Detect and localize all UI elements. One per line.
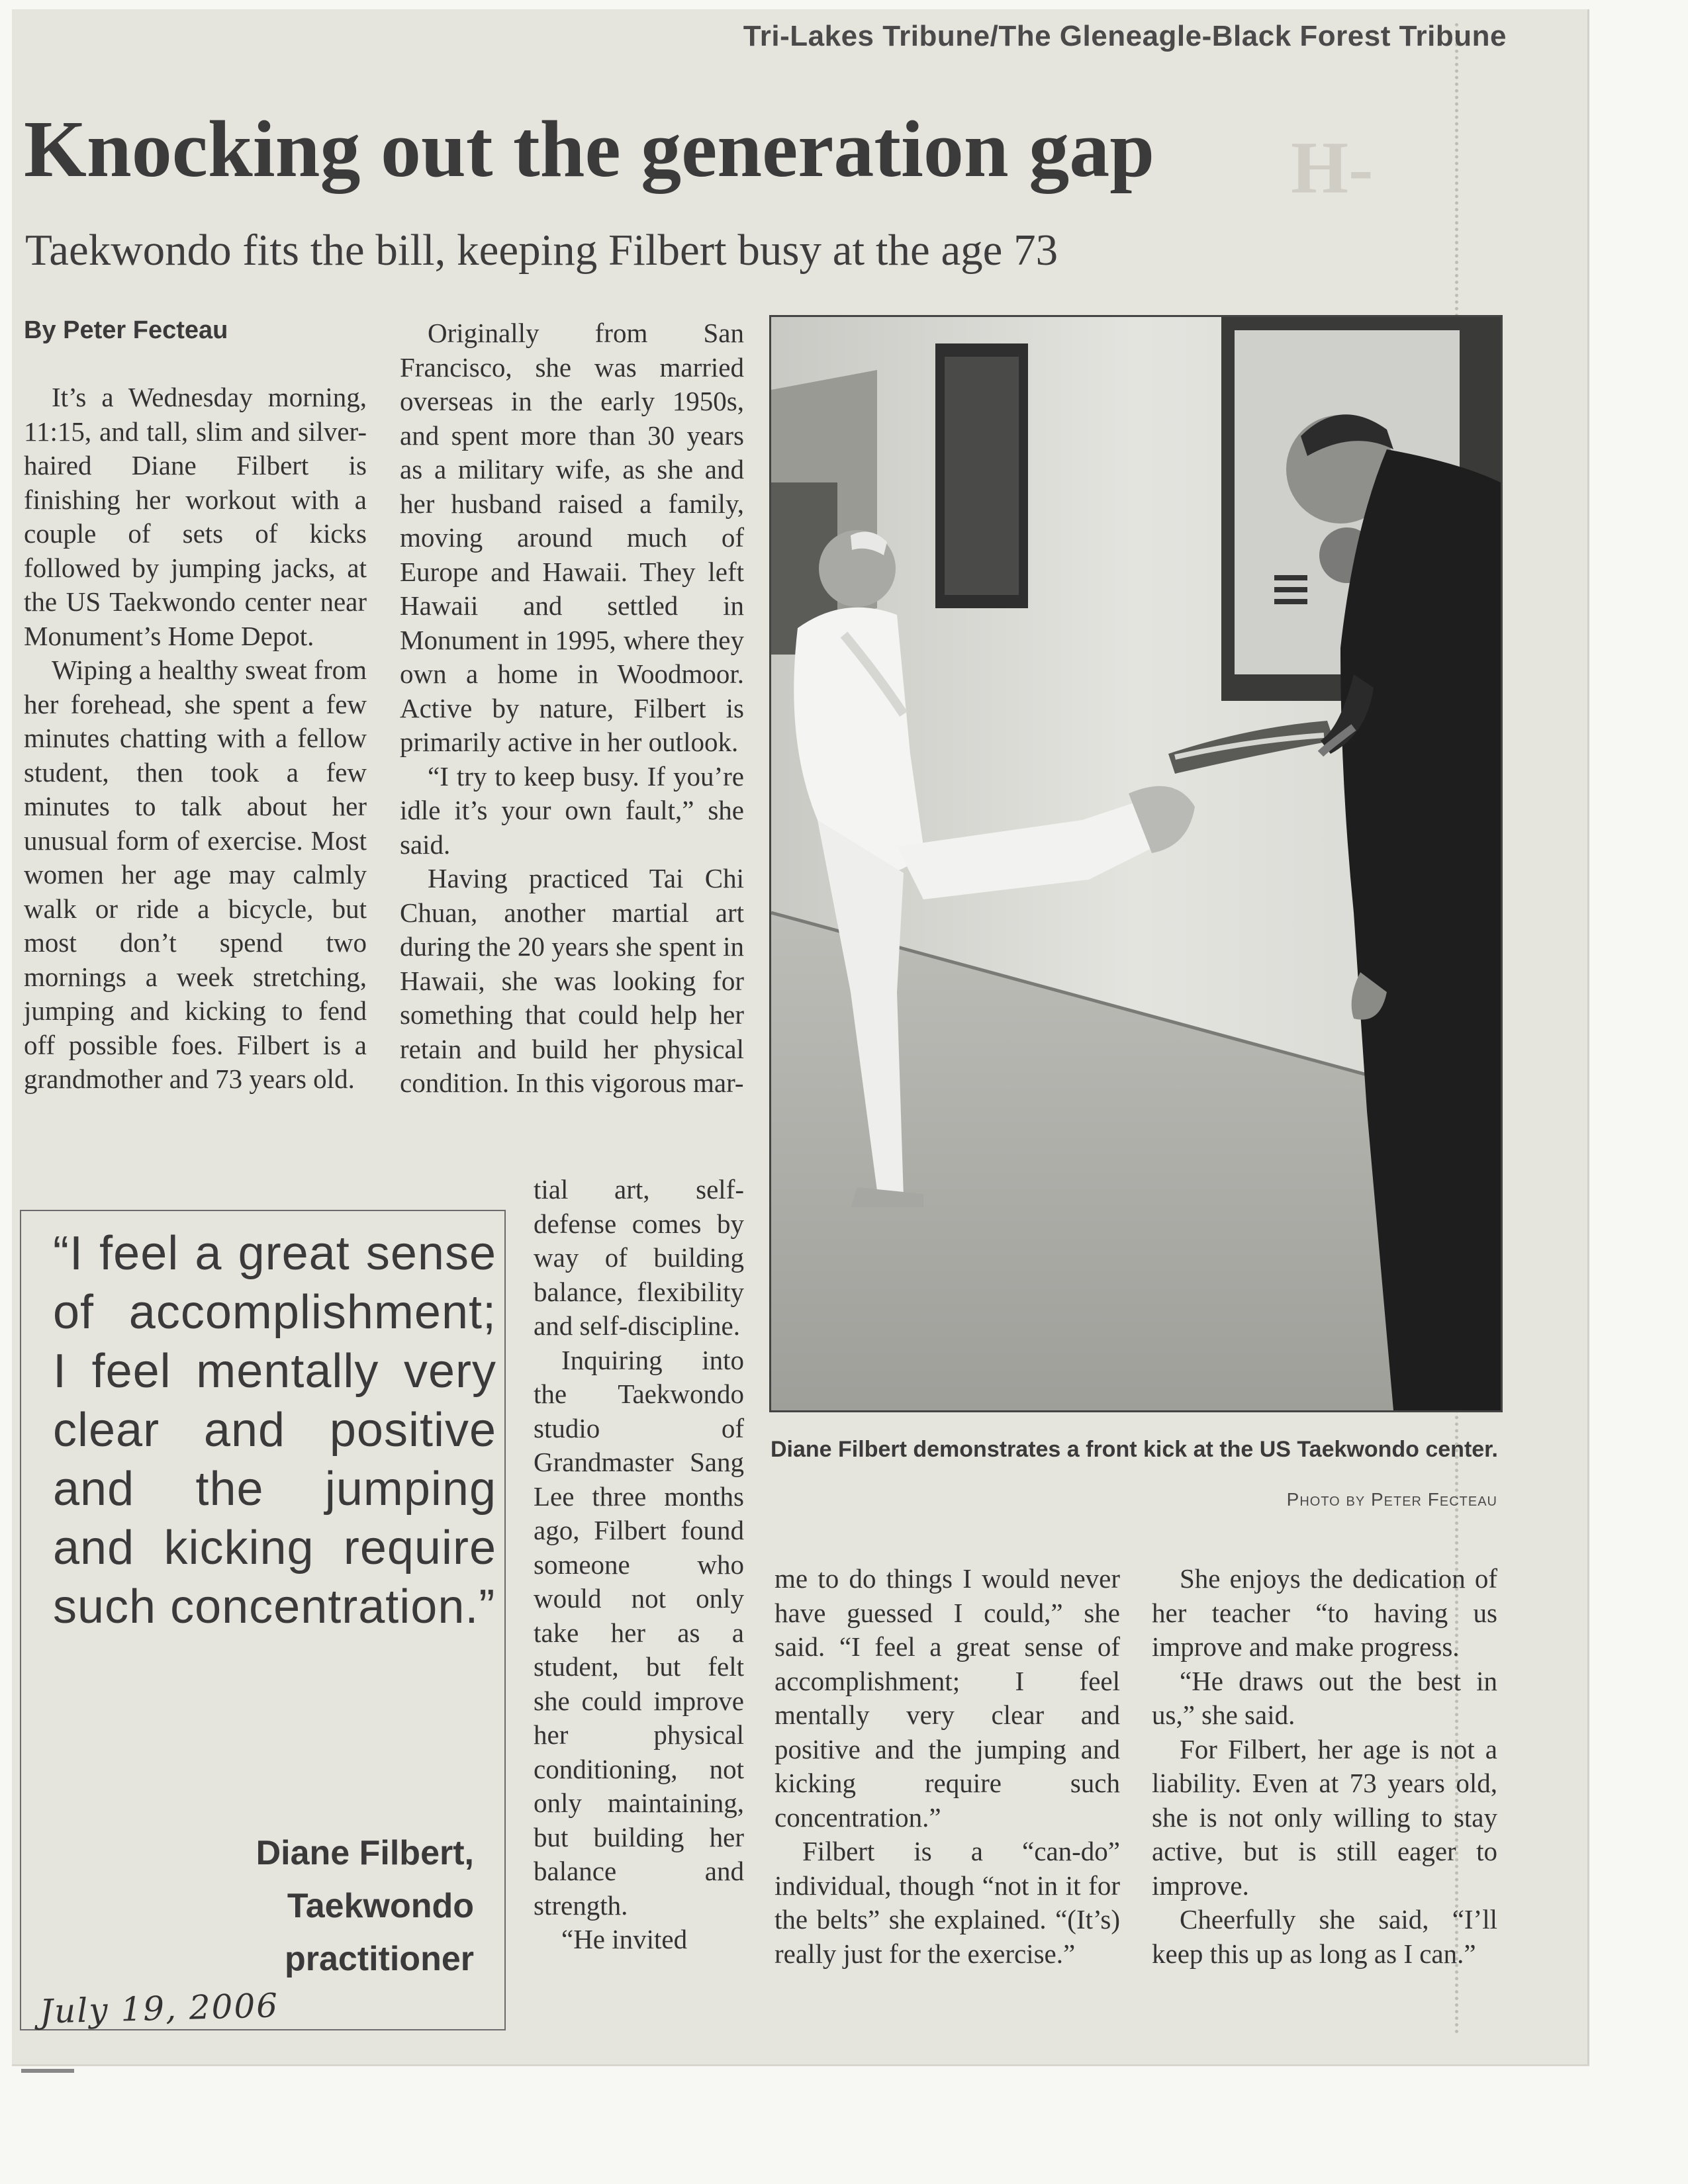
article-photo [769, 315, 1503, 1412]
paragraph: Filbert is a “can-do” individual, though “not in it for the belts” she explained. “(It’s) really just for the exercise.” [774, 1836, 1120, 1969]
article-column-2-continued [534, 1173, 744, 1957]
paragraph: Wiping a healthy sweat from her forehead, she spent a few minutes chatting with a fellow student, then took a few minutes to talk about her unusual form of exercise. Most women her age may calmly walk or ride a bicycle, but most don’t spend two mornings a week stretching, jumping and kicking to fend off possible foes. Filbert is a grandmother and 73 years old. [24, 655, 367, 1094]
paragraph: Having practiced Tai Chi Chuan, another martial art during the 20 years she spent in Hawaii, she was looking for something that could help her retain and build her physical condition. In this vigorous mar- [400, 863, 744, 1098]
paragraph: tial art, self-defense comes by way of building balance, flexibility and self-discipline. [534, 1174, 744, 1341]
pull-quote-attribution [256, 1827, 474, 1985]
paragraph: “I try to keep busy. If you’re idle it’s your own fault,” she said. [400, 760, 744, 860]
article-column-3 [774, 1562, 1120, 1971]
paragraph: Originally from San Francisco, she was married overseas in the early 1950s, and spent more than 30 years as a military wife, as she and her husband raised a family, moving around much of Europe and Hawaii. They left Hawaii and settled in Monument in 1995, where they own a home in Woodmoor. Active by nature, Filbert is primarily active in her outlook. [400, 318, 744, 757]
article-column-1 [24, 381, 367, 1097]
photo-illustration [771, 317, 1501, 1410]
paragraph: For Filbert, her age is not a liability. Even at 73 years old, she is not only willing to stay active, but is still eager to improve. [1152, 1733, 1497, 1901]
paragraph: “He invited [561, 1924, 688, 1954]
photo-caption: Diane Filbert demonstrates a front kick at the US Taekwondo center. [771, 1437, 1498, 1462]
paragraph: Inquiring into the Taekwondo studio of Grandmaster Sang Lee three months ago, Filbert found someone who would not only take her as a student, but felt she could improve her physical conditioning, not only maintaining, but building her balance and strength. [534, 1344, 744, 1921]
article-column-4 [1152, 1562, 1497, 1971]
paragraph: She enjoys the dedication of her teacher “to having us improve and make progress. [1152, 1563, 1497, 1662]
subhead: Taekwondo fits the bill, keeping Filbert busy at the age 73 [25, 226, 1058, 275]
bleed-through-text: H- [1291, 127, 1374, 209]
paragraph: me to do things I would never have guessed I could,” she said. “I feel a great sense of accomplishment; I feel mentally very clear and positive and the jumping and kicking require such concentration.” [774, 1563, 1120, 1833]
article-column-2 [400, 316, 744, 1101]
attribution-title: Taekwondo [287, 1887, 474, 1925]
clipping-edge-mark [21, 2069, 74, 2073]
attribution-name: Diane Filbert, [256, 1834, 474, 1872]
paragraph: “He draws out the best in us,” she said. [1152, 1665, 1497, 1730]
byline: By Peter Fecteau [24, 316, 228, 344]
masthead: Tri-Lakes Tribune/The Gleneagle-Black Forest Tribune [743, 20, 1507, 52]
handwritten-date: July 19, 2006 [39, 1986, 279, 2031]
paragraph: It’s a Wednesday morning, 11:15, and tall, slim and silver-haired Diane Filbert is finishing her workout with a couple of sets of kicks followed by jumping jacks, at the US Taekwondo center near Monument’s Home Depot. [24, 382, 367, 651]
headline: Knocking out the generation gap [24, 105, 1155, 194]
attribution-title: practitioner [284, 1940, 474, 1978]
photo-credit: Photo by Peter Fecteau [1286, 1489, 1497, 1510]
paragraph: Cheerfully she said, “I’ll keep this up as long as I can.” [1152, 1904, 1497, 1969]
pull-quote-box [20, 1210, 506, 2030]
pull-quote-text: “I feel a great sense of accomplishment; I feel mentally very clear and positive and the jumping and kicking require such concentration.” [53, 1227, 496, 1633]
